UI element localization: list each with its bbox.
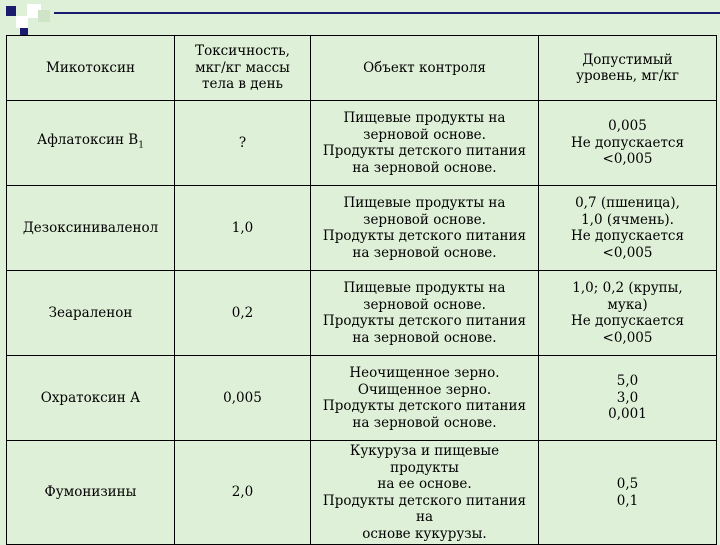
table-header-row [7,36,717,101]
cell-toxicity: 2,0 [175,441,311,545]
cell-mycotoxin: Зеараленон [7,271,175,356]
cell-level: 5,0 3,0 0,001 [539,356,717,441]
table-row [7,441,717,545]
cell-object: Пищевые продукты на зерновой основе. Продукты детского питания на зерновой основе. [311,186,539,271]
table-row [7,186,717,271]
cell-level: 0,5 0,1 [539,441,717,545]
cell-toxicity: 0,2 [175,271,311,356]
header-mycotoxin: Микотоксин [7,36,175,101]
cell-level: 1,0; 0,2 (крупы, мука) Не допускается <0,005 [539,271,717,356]
slide-decoration [0,0,60,40]
decor-square [6,6,16,16]
header-object: Объект контроля [311,36,539,101]
table-row [7,101,717,186]
decor-square [38,10,50,22]
cell-object: Кукуруза и пищевые продукты на ее основе. Продукты детского питания на основе кукурузы. [311,441,539,545]
cell-level: 0,005 Не допускается <0,005 [539,101,717,186]
cell-mycotoxin: Охратоксин А [7,356,175,441]
cell-level: 0,7 (пшеница), 1,0 (ячмень). Не допускается <0,005 [539,186,717,271]
cell-toxicity: ? [175,101,311,186]
cell-object: Пищевые продукты на зерновой основе. Продукты детского питания на зерновой основе. [311,101,539,186]
cell-toxicity: 0,005 [175,356,311,441]
header-level: Допустимый уровень, мг/кг [539,36,717,101]
top-rule [54,12,720,14]
table-row [7,271,717,356]
cell-mycotoxin: Дезоксиниваленол [7,186,175,271]
mycotoxin-table [6,35,717,545]
cell-object: Неочищенное зерно. Очищенное зерно. Продукты детского питания на зерновой основе. [311,356,539,441]
cell-object: Пищевые продукты на зерновой основе. Продукты детского питания на зерновой основе. [311,271,539,356]
cell-mycotoxin: Фумонизины [7,441,175,545]
table-row [7,356,717,441]
cell-mycotoxin: Афлатоксин $В_1$ [7,101,175,186]
cell-toxicity: 1,0 [175,186,311,271]
header-toxicity: Токсичность, мкг/кг массы тела в день [175,36,311,101]
